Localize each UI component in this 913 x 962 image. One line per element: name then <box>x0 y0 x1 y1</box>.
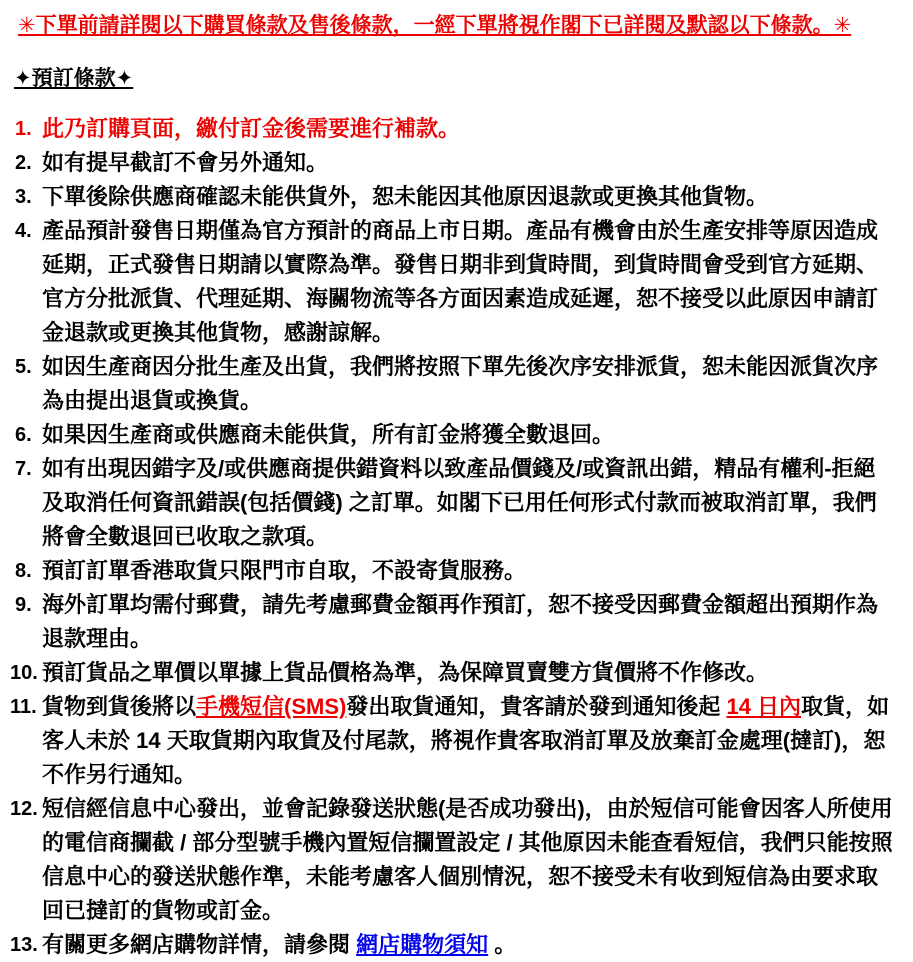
term-number: 13. <box>10 934 38 956</box>
term-text <box>42 112 897 146</box>
term-item <box>10 418 897 452</box>
term-item <box>10 690 897 792</box>
shop-notice-link[interactable]: 網店購物須知 <box>356 932 489 957</box>
term-item <box>10 350 897 418</box>
term-item <box>10 452 897 554</box>
text-run: 如有出現因錯字及/或供應商提供錯資料以致產品價錢及/或資訊出錯，精品有權利-拒絕及取消任何資訊錯誤(包括價錢) 之訂單。如閣下已用任何形式付款而被取消訂單，我們將會全數退回已收取之款項。 <box>42 456 877 549</box>
text-run: 有關更多網店購物詳情，請參閱 <box>42 932 357 957</box>
term-item <box>10 588 897 656</box>
term-item <box>10 180 897 214</box>
term-number: 6. <box>15 424 32 446</box>
term-number: 1. <box>15 118 32 140</box>
term-number: 11. <box>10 696 37 718</box>
term-item <box>10 928 897 962</box>
text-run: 取貨，如客人未於 14 天取貨期內取貨及付尾款，將視作貴客取消訂單及放棄訂金處理(撻訂)，恕不作另行通知。 <box>42 694 890 787</box>
term-number: 4. <box>15 220 32 242</box>
term-number: 12. <box>10 798 38 820</box>
term-text <box>42 214 897 350</box>
text-run: 如因生產商因分批生產及出貨，我們將按照下單先後次序安排派貨，恕未能因派貨次序為由提出退貨或換貨。 <box>42 354 879 413</box>
text-run: 如果因生產商或供應商未能供貨，所有訂金將獲全數退回。 <box>42 422 615 447</box>
term-text <box>42 554 897 588</box>
notice-banner <box>14 12 897 40</box>
term-item <box>10 792 897 928</box>
text-run: 。 <box>488 932 517 957</box>
term-number: 7. <box>15 458 32 480</box>
term-number: 9. <box>15 594 32 616</box>
term-text <box>42 792 897 928</box>
term-text <box>42 350 897 418</box>
term-text <box>42 418 897 452</box>
term-item <box>10 554 897 588</box>
term-item <box>10 214 897 350</box>
text-run: 如有提早截訂不會另外通知。 <box>42 150 329 175</box>
highlighted-text: 手機短信(SMS) <box>196 694 347 719</box>
text-run: 海外訂單均需付郵費，請先考慮郵費金額再作預訂，恕不接受因郵費金額超出預期作為退款理由。 <box>42 592 879 651</box>
text-run: 發出取貨通知，貴客請於發到通知後起 <box>346 694 727 719</box>
text-run: 預訂訂單香港取貨只限門市自取，不設寄貨服務。 <box>42 558 527 583</box>
term-text <box>42 146 897 180</box>
term-text <box>42 656 897 690</box>
term-number: 10. <box>10 662 38 684</box>
term-item <box>10 146 897 180</box>
term-item <box>10 656 897 690</box>
text-run: 預訂貨品之單價以單據上貨品價格為準，為保障買賣雙方貨價將不作修改。 <box>42 660 769 685</box>
term-number: 8. <box>15 560 32 582</box>
section-title-preorder-terms: ✦預訂條款✦ <box>14 67 134 90</box>
term-number: 3. <box>15 186 32 208</box>
text-run: 產品預計發售日期僅為官方預計的商品上市日期。產品有機會由於生產安排等原因造成延期，正式發售日期請以實際為準。發售日期非到貨時間，到貨時間會受到官方延期、官方分批派貨、代理延期、海關物流等各方面因素造成延遲，恕不接受以此原因申請訂金退款或更換其他貨物，感謝諒解。 <box>42 218 879 345</box>
text-run: 此乃訂購頁面，繳付訂金後需要進行補款。 <box>42 116 461 141</box>
term-number: 5. <box>15 356 32 378</box>
term-text <box>42 588 897 656</box>
text-run: 貨物到貨後將以 <box>42 694 197 719</box>
term-text <box>42 690 897 792</box>
highlighted-text: 14 日內 <box>726 694 802 719</box>
term-text <box>42 928 897 962</box>
text-run: 下單後除供應商確認未能供貨外，恕未能因其他原因退款或更換其他貨物。 <box>42 184 769 209</box>
text-run: 短信經信息中心發出，並會記錄發送狀態(是否成功發出)，由於短信可能會因客人所使用的電信商攔截 / 部分型號手機內置短信攔置設定 / 其他原因未能查看短信，我們只能按照信息中心的發送狀態作準，未能考慮客人個別情況，恕不接受未有收到短信為由要求取回已撻訂的貨物或訂金。 <box>42 796 893 923</box>
term-text <box>42 452 897 554</box>
terms-list <box>10 112 897 962</box>
term-item <box>10 112 897 146</box>
purchase-notice-text: ✳下單前請詳閱以下購買條款及售後條款，一經下單將視作閣下已詳閱及默認以下條款。✳ <box>18 14 852 37</box>
term-text <box>42 180 897 214</box>
term-number: 2. <box>15 152 32 174</box>
